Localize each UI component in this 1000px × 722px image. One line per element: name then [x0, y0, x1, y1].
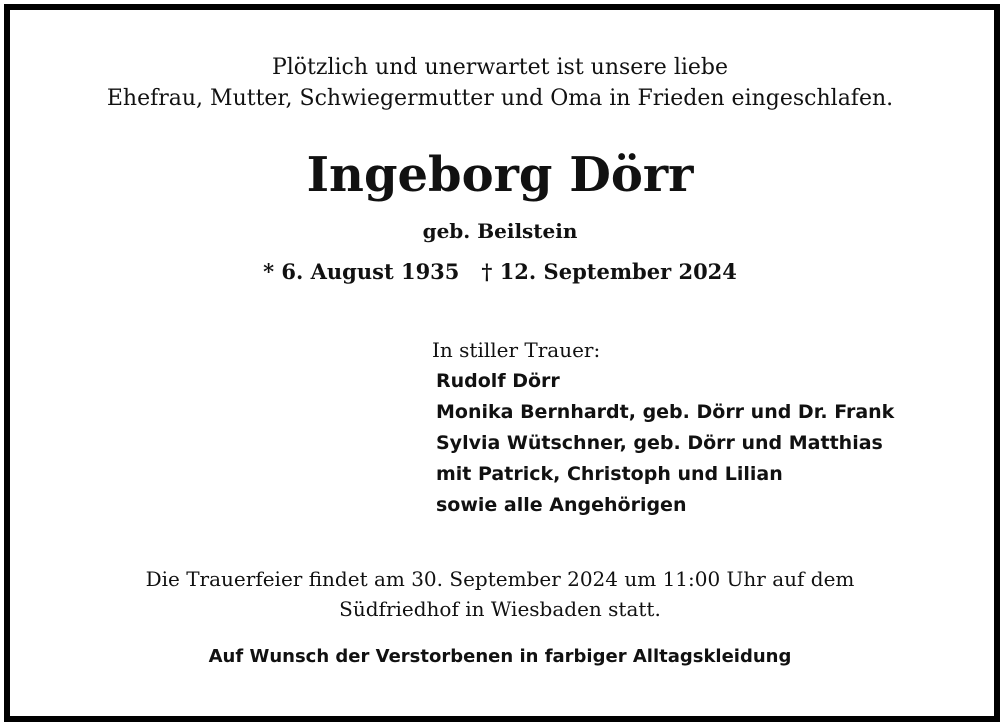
- mourning-label: In stiller Trauer:: [432, 338, 601, 362]
- birth-name: geb. Beilstein: [422, 219, 578, 243]
- mourner-entry: Sylvia Wütschner, geb. Dörr und Matthias: [436, 432, 883, 454]
- intro-line-2: Ehefrau, Mutter, Schwiegermutter und Oma in Frieden eingeschlafen.: [106, 86, 894, 111]
- birth-date: * 6. August 1935: [263, 259, 460, 284]
- deceased-name: Ingeborg Dörr: [306, 147, 694, 203]
- life-dates: [0, 256, 1000, 288]
- funeral-info: [0, 564, 1000, 624]
- mourner-entry: sowie alle Angehörigen: [436, 494, 687, 516]
- funeral-line-1: Die Trauerfeier findet am 30. September 2024 um 11:00 Uhr auf dem: [145, 567, 855, 591]
- funeral-line-2: Südfriedhof in Wiesbaden statt.: [339, 597, 661, 621]
- mourner-entry: mit Patrick, Christoph und Lilian: [436, 463, 783, 485]
- intro-text: [0, 52, 1000, 114]
- mourners-list: [436, 366, 894, 521]
- mourner-entry: Monika Bernhardt, geb. Dörr und Dr. Frank: [436, 401, 895, 423]
- mourner-entry: Rudolf Dörr: [436, 370, 560, 392]
- death-date: † 12. September 2024: [481, 259, 737, 284]
- dress-code-note: Auf Wunsch der Verstorbenen in farbiger Alltagskleidung: [208, 646, 792, 667]
- intro-line-1: Plötzlich und unerwartet ist unsere liebe: [271, 55, 729, 80]
